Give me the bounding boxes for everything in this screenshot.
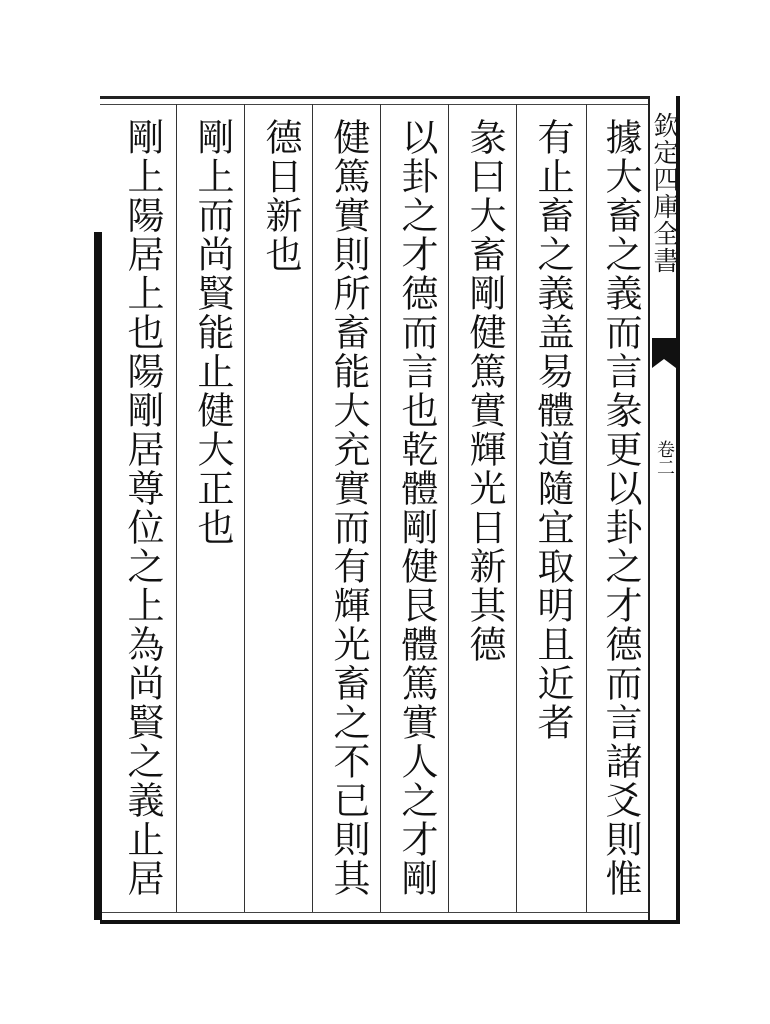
frame-top-inner-border (100, 104, 650, 105)
text-column-6: 德日新也 (259, 118, 302, 274)
column-divider (516, 104, 517, 912)
column-divider (244, 104, 245, 912)
text-column-1: 據大畜之義而言彖更以卦之才德而言諸爻則惟 (599, 118, 642, 898)
book-title: 欽定四庫全書 (649, 112, 679, 274)
frame-bottom-inner-border (100, 912, 650, 913)
text-column-5: 健篤實則所畜能大充實而有輝光畜之不已則其 (327, 118, 370, 898)
frame-left-border (94, 232, 102, 920)
frame-top-border (100, 96, 650, 99)
text-column-3: 彖曰大畜剛健篤實輝光日新其德 (463, 118, 506, 664)
text-column-7: 剛上而尚賢能止健大正也 (191, 118, 234, 547)
text-column-2: 有止畜之義盖易體道隨宜取明且近者 (531, 118, 574, 742)
fish-tail-mark (652, 338, 676, 368)
volume-label: 卷二 (654, 440, 675, 476)
column-divider (586, 104, 587, 912)
text-column-8: 剛上陽居上也陽剛居尊位之上為尚賢之義止居 (121, 118, 164, 898)
text-column-4: 以卦之才德而言也乾體剛健艮體篤實人之才剛 (395, 118, 438, 898)
frame-bottom-border (100, 920, 680, 924)
column-divider (176, 104, 177, 912)
column-divider (380, 104, 381, 912)
column-divider (312, 104, 313, 912)
column-divider (448, 104, 449, 912)
